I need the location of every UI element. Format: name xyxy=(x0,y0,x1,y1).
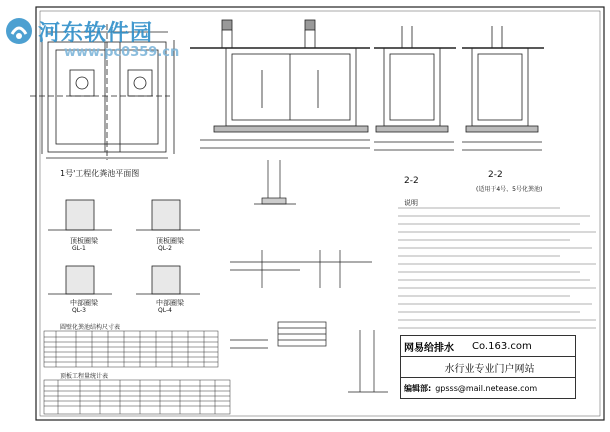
beam-code-2: QL-2 xyxy=(158,245,172,252)
section-2-2-right-label: 2-2 xyxy=(488,170,503,180)
beam-code-1: GL-1 xyxy=(72,245,86,252)
site-logo-icon xyxy=(4,16,34,46)
beam-code-3: QL-3 xyxy=(72,307,86,314)
title-block-subtitle-row xyxy=(401,357,575,378)
beam-details xyxy=(48,200,200,294)
watermark xyxy=(4,14,153,48)
table-quantities-title: 顶板工程量统计表 xyxy=(60,373,109,380)
section-2-2-left-label: 2-2 xyxy=(404,176,419,186)
section-2-2-right xyxy=(462,26,544,150)
section-2-2-left xyxy=(374,26,456,150)
editor-label: 编辑部: xyxy=(404,383,432,393)
brand-name: 网易给排水 xyxy=(404,342,454,354)
beam-title-4: 中部圈梁 xyxy=(156,299,184,307)
table-quantities xyxy=(44,380,230,414)
title-block-email-row xyxy=(401,378,575,398)
plan-title: 1号'工程化粪池平面图 xyxy=(60,169,140,178)
notes-lines xyxy=(398,208,596,328)
beam-code-4: QL-4 xyxy=(158,307,172,314)
editor-email: gpsss@mail.netease.com xyxy=(435,383,538,393)
notes-title: 说明 xyxy=(404,199,418,207)
middle-details xyxy=(230,250,388,392)
table-structure xyxy=(44,331,218,367)
section-1-1 xyxy=(190,20,370,148)
pipe-detail xyxy=(254,160,296,204)
table-structure-title: 圆壁化粪池结构尺寸表 xyxy=(60,324,121,331)
title-block-brand-row xyxy=(401,336,575,357)
section-note: (适用于4号、5号化粪池) xyxy=(476,186,543,193)
beam-title-1: 顶板圈梁 xyxy=(70,237,98,245)
brand-domain: Co.163.com xyxy=(472,340,532,352)
beam-title-3: 中部圈梁 xyxy=(70,299,98,307)
beam-title-2: 顶板圈梁 xyxy=(156,237,184,245)
title-block xyxy=(400,335,576,399)
watermark-site-name: 河东软件园 xyxy=(38,20,154,46)
brand-subtitle: 水行业专业门户网站 xyxy=(444,363,535,375)
watermark-url: www.pc0359.cn xyxy=(64,45,180,60)
